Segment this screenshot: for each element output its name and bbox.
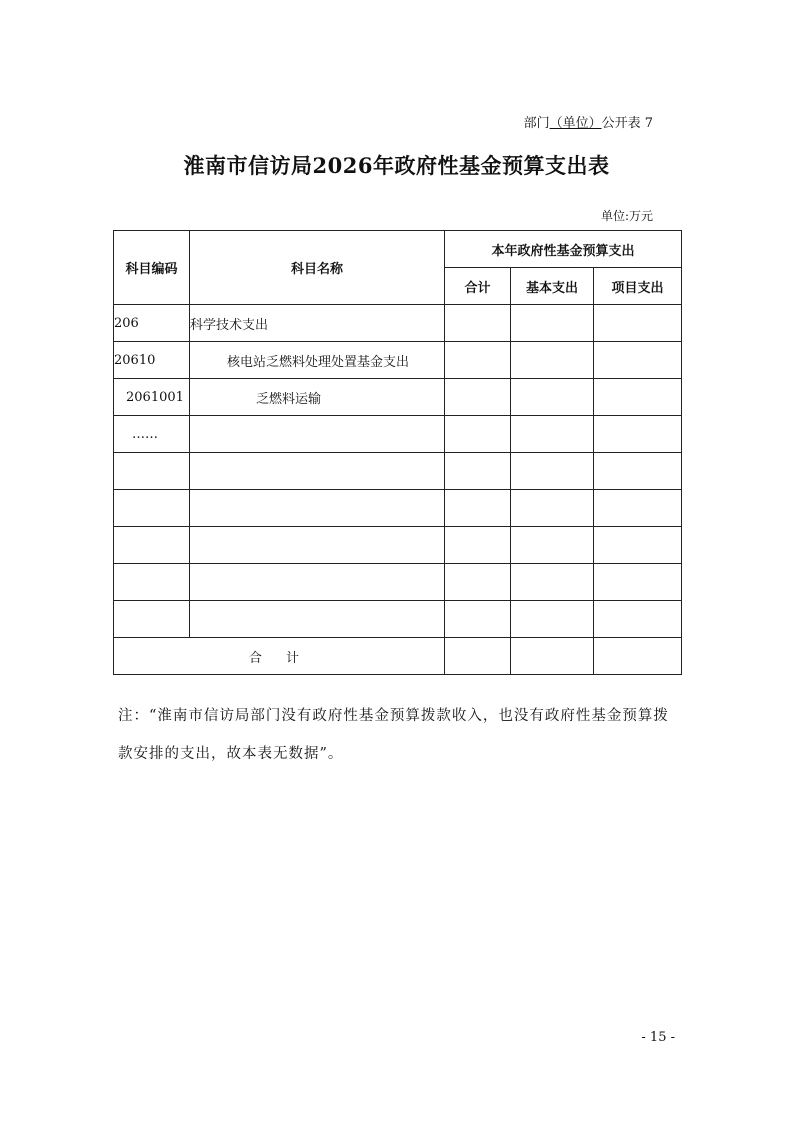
header-row-1 (114, 231, 682, 268)
cell-basic (511, 379, 594, 416)
total-row (114, 638, 682, 675)
table-row-empty (114, 490, 682, 527)
cell-basic (511, 638, 594, 675)
cell-project (594, 342, 682, 379)
header-group: 本年政府性基金预算支出 (445, 231, 682, 268)
document-title: 淮南市信访局2026年政府性基金预算支出表 (183, 153, 610, 178)
document-label (524, 112, 653, 131)
cell-project (594, 305, 682, 342)
header-code: 科目编码 (114, 231, 190, 305)
table-row-empty (114, 601, 682, 638)
header-project: 项目支出 (594, 268, 682, 305)
table-row (114, 342, 682, 379)
row-code: 206 (114, 305, 190, 342)
row-code: 2061001 (114, 379, 190, 416)
cell-total (445, 638, 511, 675)
row-code: …… (114, 416, 190, 453)
cell-total (445, 416, 511, 453)
row-name: 科学技术支出 (190, 305, 445, 342)
table-row-empty (114, 564, 682, 601)
table-row (114, 379, 682, 416)
cell-basic (511, 416, 594, 453)
budget-table (113, 230, 682, 675)
doc-label-suffix: 公开表 7 (601, 116, 653, 131)
row-name: 乏燃料运输 (190, 379, 445, 416)
cell-total (445, 342, 511, 379)
header-basic: 基本支出 (511, 268, 594, 305)
page-number: - 15 - (641, 1030, 675, 1045)
row-code: 20610 (114, 342, 190, 379)
cell-project (594, 638, 682, 675)
table-row-empty (114, 527, 682, 564)
cell-total (445, 305, 511, 342)
row-name: 核电站乏燃料处理处置基金支出 (190, 342, 445, 379)
unit-label: 单位:万元 (600, 209, 653, 223)
doc-label-prefix: 部门 (523, 116, 550, 131)
table-row (114, 305, 682, 342)
table-row-empty (114, 453, 682, 490)
cell-total (445, 379, 511, 416)
row-name (190, 416, 445, 453)
doc-label-unit: （单位） (549, 116, 602, 131)
table-row (114, 416, 682, 453)
cell-project (594, 416, 682, 453)
cell-project (594, 379, 682, 416)
header-name: 科目名称 (190, 231, 445, 305)
cell-basic (511, 342, 594, 379)
total-label: 合 计 (114, 638, 445, 675)
header-total: 合计 (445, 268, 511, 305)
cell-basic (511, 305, 594, 342)
footnote: 注：“淮南市信访局部门没有政府性基金预算拨款收入，也没有政府性基金预算拨款安排的支出，故本表无数据”。 (118, 708, 669, 762)
